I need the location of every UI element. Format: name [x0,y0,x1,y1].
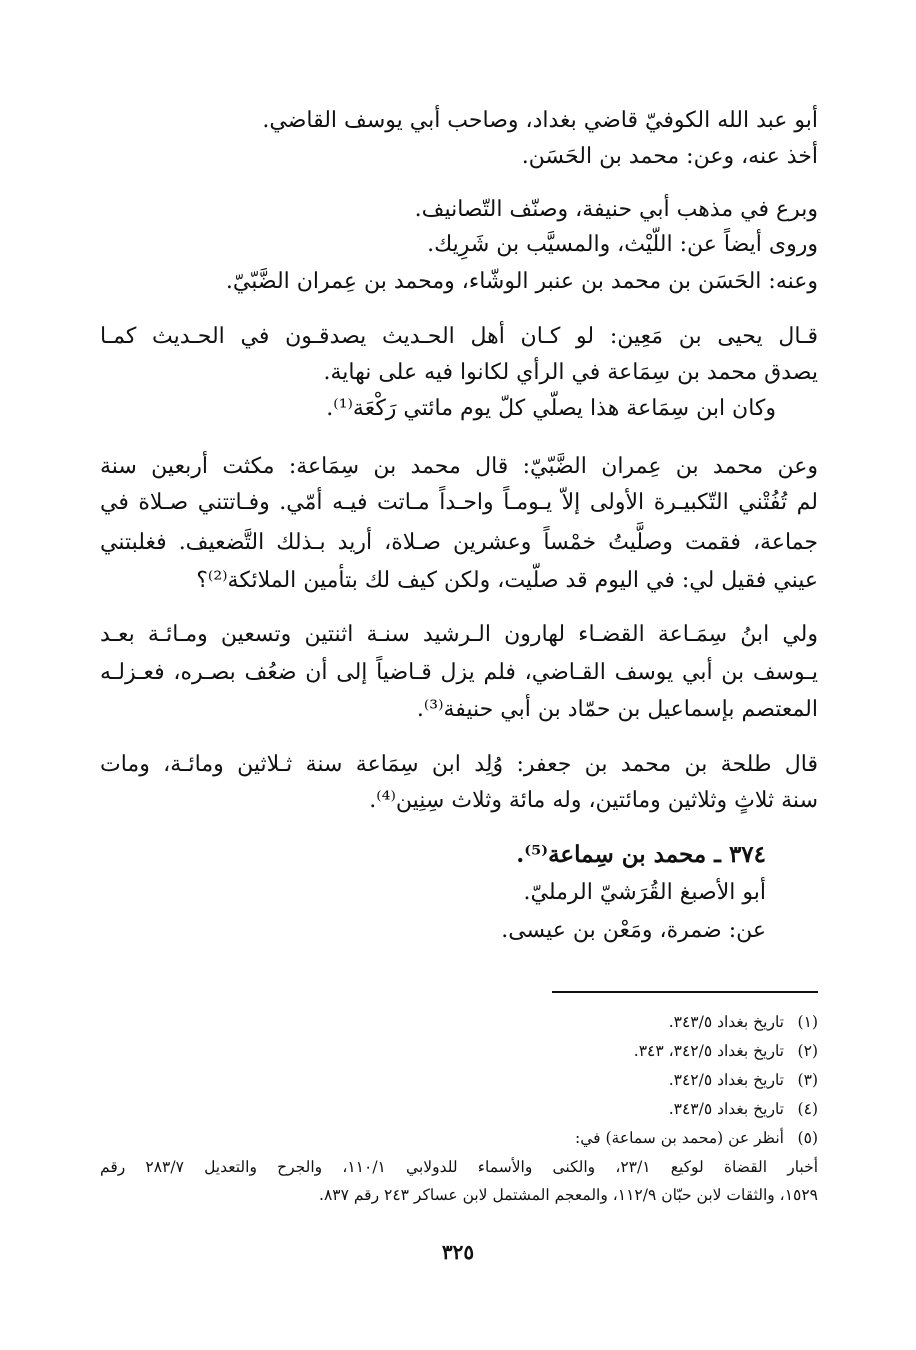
footnote-divider [552,991,818,993]
text-line: وعن محمد بن عِمران الضَّبّيّ: قال محمد بن سِمَاعة: مكثت أربعين سنة [100,454,818,479]
text-line: سنة ثلاثٍ وثلاثين ومائتين، وله مائة وثلاث سِنِين⁽⁴⁾. [369,788,818,813]
text-line: وبرع في مذهب أبي حنيفة، وصنّف التّصانيف. [414,197,818,222]
footnote [669,1068,818,1092]
text-line: وعنه: الحَسَن بن محمد بن عنبر الوشّاء، ومحمد بن عِمران الضَّبّيّ. [225,269,818,294]
footnote [669,1010,818,1034]
footnote-number: (٢) [797,1042,818,1060]
page-number: ٣٢٥ [441,1240,475,1264]
footnote [669,1097,818,1121]
footnote-number: (٥) [797,1129,818,1147]
footnote-number: (١) [797,1013,818,1031]
footnote [634,1039,818,1063]
footnote-text: تاريخ بغداد ٣٤٣/٥. [668,1100,784,1118]
text-line: قال طلحة بن محمد بن جعفر: وُلِد ابن سِمَاعة سنة ثـلاثين ومائـة، ومات [100,752,818,777]
footnote-text: أنظر عن (محمد بن سماعة) في: [575,1129,784,1147]
entry-line: عن: ضمرة، ومَعْن بن عيسى. [501,918,766,943]
text-line: لم تُفُتْني التّكبيـرة الأولى إلاّ يـومـاً واحـداً مـاتت فيـه أمّي. وفـاتتني صـلاة في [100,490,818,515]
text-line: يـوسف بن أبي يوسف القـاضي، فلم يزل قـاضياً إلى أن ضعُف بصـره، فعـزلـه [100,660,818,685]
footnote-text: تاريخ بغداد ٣٤٣/٥. [668,1013,784,1031]
entry-line: أبو الأصبغ القُرَشيّ الرمليّ. [523,880,766,905]
text-line: ولي ابنُ سِمَـاعة القضـاء لهارون الـرشيد سنـة اثنتين وتسعين ومـائـة بعـد [100,622,818,647]
footnote-text: تاريخ بغداد ٣٤٢/٥. [668,1071,784,1089]
footnote-text: ١٥٢٩، والثقات لابن حبّان ١١٢/٩، والمعجم المشتمل لابن عساكر ٢٤٣ رقم ٨٣٧. [319,1186,818,1204]
text-line: جماعة، فقمت وصلَّيتُ خمْساً وعشرين صـلاة، أريد بـذلك التَّضعيف. فغلبتني [100,530,818,555]
text-line: عيني فقيل لي: في اليوم قد صلّيت، ولكن كيف لك بتأمين الملائكة⁽²⁾؟ [196,568,818,593]
text-line: أخذ عنه، وعن: محمد بن الحَسَن. [521,144,818,169]
text-line: وكان ابن سِمَاعة هذا يصلّي كلّ يوم مائتي رَكْعَة⁽¹⁾. [326,396,776,421]
entry-title: ٣٧٤ ـ محمد بن سِماعة⁽⁵⁾. [516,841,766,868]
text-line: قـال يحيى بن مَعِين: لو كـان أهل الحـديث يصدقـون في الحـديث كمـا [100,324,818,349]
text-line: المعتصم بإسماعيل بن حمّاد بن أبي حنيفة⁽³⁾. [416,697,818,722]
footnote [575,1126,818,1150]
text-line: يصدق محمد بن سِمَاعة في الرأي لكانوا فيه على نهاية. [323,360,818,385]
text-line: وروى أيضاً عن: اللّيْث، والمسيَّب بن شَرِيك. [427,232,818,257]
footnote-number: (٤) [797,1100,818,1118]
text-line: أبو عبد الله الكوفيّ قاضي بغداد، وصاحب أبي يوسف القاضي. [262,108,818,133]
footnote-number: (٣) [797,1071,818,1089]
footnote-text: أخبار القضاة لوكيع ٢٣/١، والكنى والأسماء للدولابي ١١٠/١، والجرح والتعديل ٢٨٣/٧ رقم [100,1158,818,1176]
footnote-text: تاريخ بغداد ٣٤٢/٥، ٣٤٣. [633,1042,784,1060]
